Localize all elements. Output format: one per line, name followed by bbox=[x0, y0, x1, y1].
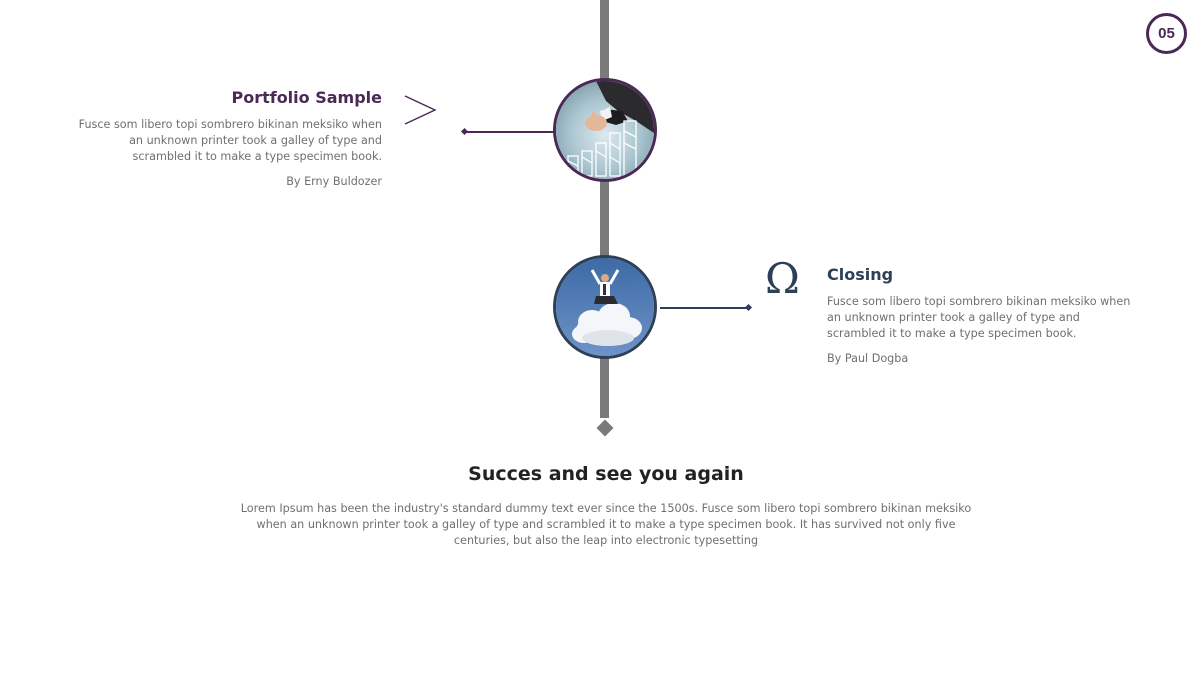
page-number-badge bbox=[1146, 13, 1187, 54]
timeline-node-portfolio bbox=[553, 78, 657, 182]
item-author: By Erny Buldozer bbox=[286, 175, 382, 188]
connector-dot-portfolio bbox=[461, 128, 468, 135]
summary-body: Lorem Ipsum has been the industry's standard dummy text ever since the 1500s. Fusce som libero topi sombrero bikinan meksiko when an unknown printer took a galley of type and scrambled it to make a type specimen book. It has survived not only five centuries, but also the leap into electronic typesetting bbox=[240, 502, 972, 547]
connector-portfolio bbox=[465, 131, 554, 133]
timeline-item-portfolio bbox=[70, 88, 382, 188]
connector-dot-closing bbox=[745, 304, 752, 311]
item-description: Fusce som libero topi sombrero bikinan meksiko when an unknown printer took a galley of type and scrambled it to make a type specimen book. bbox=[827, 295, 1131, 340]
item-description: Fusce som libero topi sombrero bikinan meksiko when an unknown printer took a galley of type and scrambled it to make a type specimen book. bbox=[78, 118, 382, 163]
chevron-right-icon bbox=[402, 94, 438, 126]
item-title: Closing bbox=[827, 265, 894, 284]
business-chart-photo bbox=[556, 81, 654, 179]
connector-closing bbox=[660, 307, 749, 309]
omega-icon: Ω bbox=[765, 254, 800, 303]
summary-title: Succes and see you again bbox=[468, 463, 744, 485]
item-title: Portfolio Sample bbox=[231, 88, 382, 107]
timeline-node-closing bbox=[553, 255, 657, 359]
timeline-end-diamond bbox=[597, 420, 614, 437]
timeline-item-closing bbox=[827, 265, 1137, 365]
page-number: 05 bbox=[1158, 25, 1175, 42]
man-on-cloud-photo bbox=[556, 258, 654, 356]
item-author: By Paul Dogba bbox=[827, 352, 909, 365]
